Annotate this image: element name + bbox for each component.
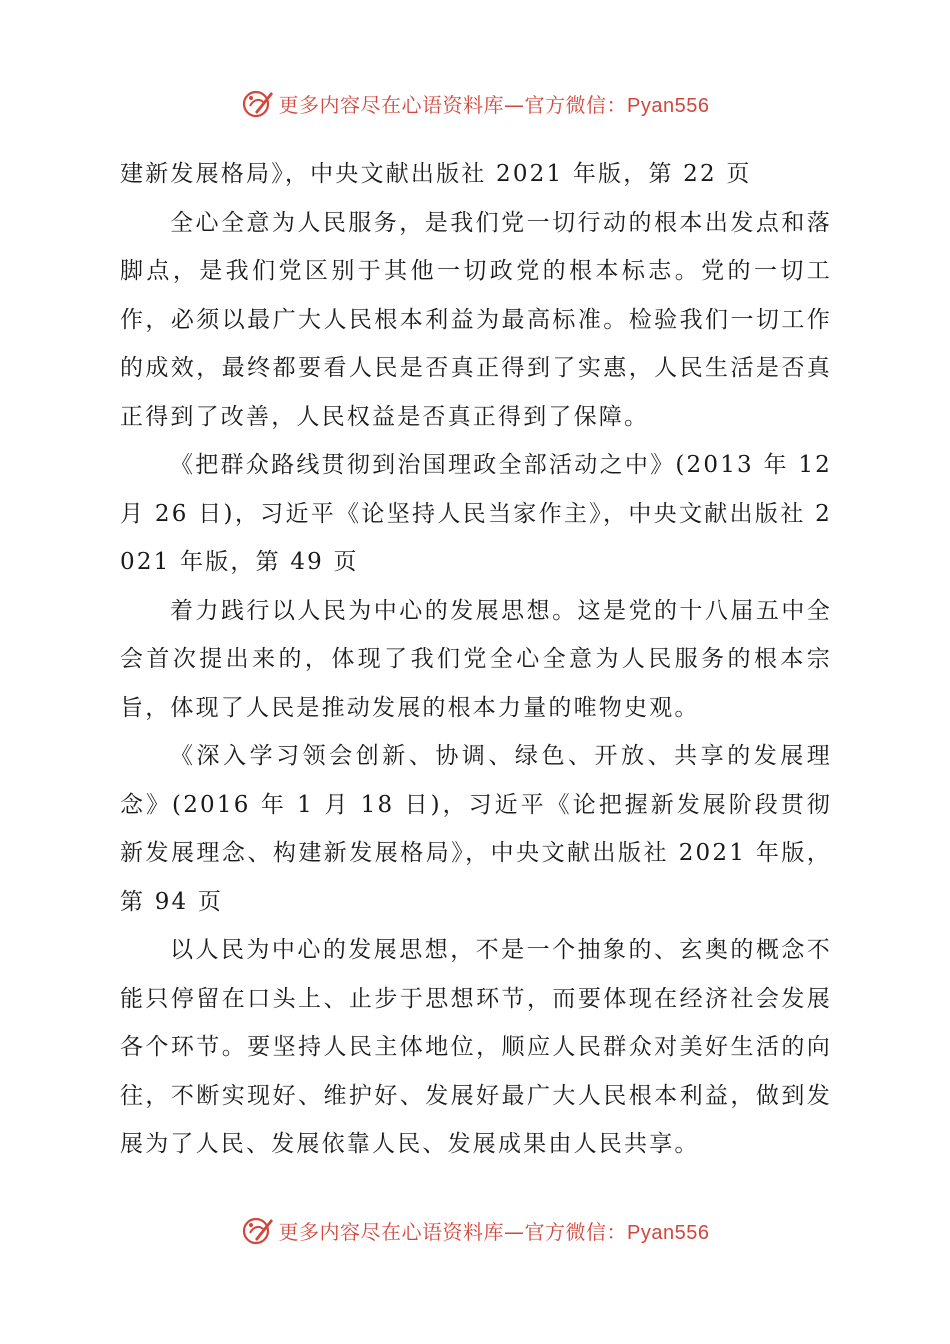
pen-logo-icon [241, 86, 275, 120]
pen-logo-icon [241, 1213, 275, 1247]
document-body [120, 150, 832, 1169]
wechat-id: Pyan556 [627, 1221, 710, 1244]
paragraph-citation-mass-line: 《把群众路线贯彻到治国理政全部活动之中》(2013 年 12 月 26 日)，习近平《论坚持人民当家作主》，中央文献出版社 2021 年版，第 49 页 [120, 452, 832, 575]
paragraph-people-centered: 着力践行以人民为中心的发展思想。这是党的十八届五中全会首次提出来的，体现了我们党全心全意为人民服务的根本宗旨，体现了人民是推动发展的根本力量的唯物史观。 [120, 597, 832, 721]
paragraph-serve-people: 全心全意为人民服务，是我们党一切行动的根本出发点和落脚点，是我们党区别于其他一切政党的根本标志。党的一切工作，必须以最广大人民根本利益为最高标准。检验我们一切工作的成效，最终都要看人民是否真正得到了实惠，人民生活是否真正得到了改善，人民权益是否真正得到了保障。 [120, 209, 832, 430]
wechat-id: Pyan556 [627, 94, 710, 117]
paragraph-citation-continued: 建新发展格局》，中央文献出版社 2021 年版，第 22 页 [120, 161, 752, 187]
watermark-banner-bottom [0, 1213, 950, 1247]
paragraph-citation-new-concept: 《深入学习领会创新、协调、绿色、开放、共享的发展理念》(2016 年 1 月 18 日)，习近平《论把握新发展阶段贯彻新发展理念、构建新发展格局》，中央文献出版社 2021 年版，第 94 页 [120, 743, 832, 915]
watermark-text: 更多内容尽在心语资料库—官方微信： [278, 1219, 628, 1244]
watermark-text: 更多内容尽在心语资料库—官方微信： [278, 92, 628, 117]
watermark-banner-top [0, 86, 950, 120]
paragraph-development-thought: 以人民为中心的发展思想，不是一个抽象的、玄奥的概念不能只停留在口头上、止步于思想环节，而要体现在经济社会发展各个环节。要坚持人民主体地位，顺应人民群众对美好生活的向往，不断实现好、维护好、发展好最广大人民根本利益，做到发展为了人民、发展依靠人民、发展成果由人民共享。 [120, 937, 832, 1157]
